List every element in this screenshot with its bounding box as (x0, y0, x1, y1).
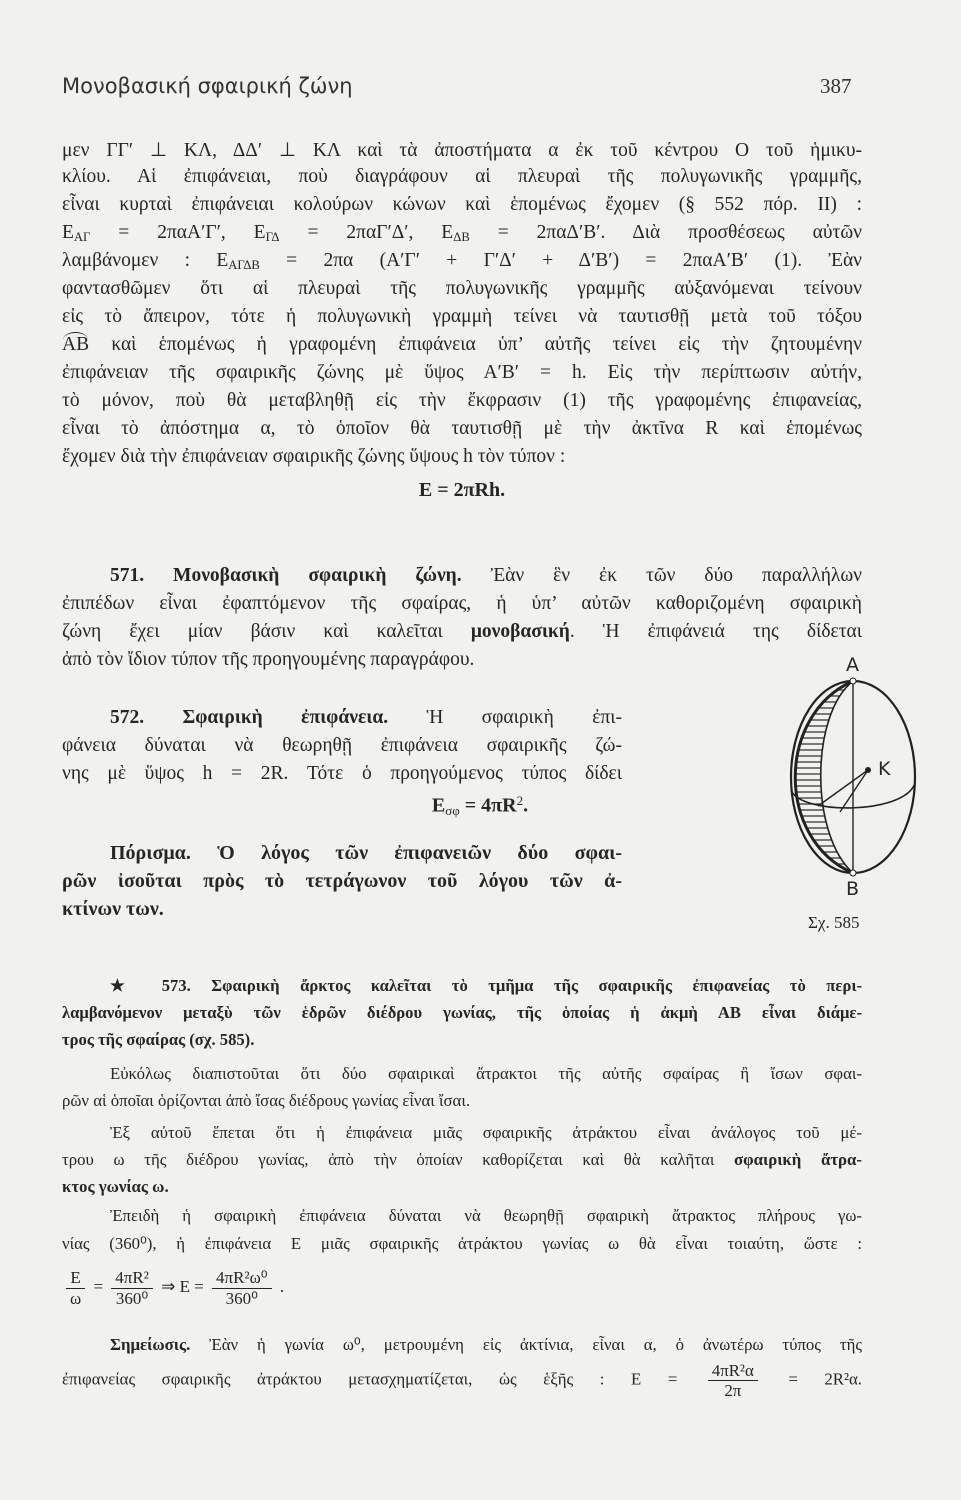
text-segment: εἶναι κυρταὶ ἐπιφάνειαι κολούρων κώνων καὶ ἑπομένως ἔχομεν (§ 552 πόρ. II) : (62, 194, 862, 215)
subscript: ΓΔ (265, 230, 280, 245)
text-segment: = 2παΑ′Γ′, E (90, 222, 266, 243)
fraction (66, 1268, 85, 1308)
section-572 (62, 707, 622, 791)
text-line (62, 898, 622, 926)
text-segment: . Ἡ ἐπιφάνειά της δίδεται (569, 621, 862, 642)
subscript: ΑΓΔΒ (228, 258, 260, 273)
text-line (62, 446, 862, 474)
text-segment: Ἐὰν ἡ γωνία ω⁰, μετρουμένη εἰς ἀκτίνια, εἶναι α, ὁ ἀνωτέρω τύπος τῆς (190, 1335, 862, 1354)
page-number: 387 (820, 74, 852, 98)
bold-text: ★ 573. Σφαιρικὴ ἄρκτος καλεῖται τὸ τμῆμα τῆς σφαιρικῆς ἐπιφανείας τὸ περι- (110, 976, 862, 995)
formula-sphere-area (330, 793, 630, 821)
text-line (62, 763, 622, 791)
text-segment: Ἐὰν ἓν ἐκ τῶν δύο παραλλήλων (461, 565, 862, 586)
formula-zone-area (62, 479, 862, 507)
label-a: A (846, 654, 859, 676)
bold-text: . (523, 794, 529, 817)
text-line (62, 138, 862, 166)
text-segment: κλίου. Αἱ ἐπιφάνειαι, ποὺ διαγράφουν αἱ πλευραὶ τῆς πολυγωνικῆς γραμμῆς, (62, 166, 862, 187)
numerator: 4πR²α (708, 1361, 758, 1381)
arc-label: ΑΒ (62, 334, 90, 355)
text-line (62, 1003, 862, 1030)
text-line (62, 976, 862, 1003)
formula-lune-area (62, 1268, 862, 1318)
text-line (62, 250, 862, 278)
fraction (212, 1268, 272, 1308)
text-line (62, 1030, 862, 1057)
text-segment: ρῶν αἱ ὁποῖαι ὁρίζονται ἀπὸ ἴσας διέδρους γωνίας εἶναι ἴσαι. (62, 1091, 471, 1110)
bold-text: σφαιρικὴ ἄτρα- (734, 1150, 862, 1169)
text-line (62, 842, 622, 870)
text-line (62, 735, 622, 763)
text-line (62, 1150, 862, 1177)
text-line (62, 362, 862, 390)
text-segment: E (62, 222, 74, 243)
text-segment: καὶ ἑπομένως ἡ γραφομένη ἐπιφάνεια ὑπ’ αὐτῆς τείνει εἰς τὴν ζητουμένην (89, 334, 862, 355)
text-segment: ⇒ E = (156, 1276, 209, 1296)
bold-text: 571. Μονοβασικὴ σφαιρικὴ ζώνη. (110, 565, 462, 586)
subscript: ΑΓ (73, 230, 91, 245)
text-line (62, 1233, 862, 1260)
text-line (62, 1206, 862, 1233)
text-line (330, 793, 630, 821)
numerator: 4πR² (111, 1268, 153, 1289)
text-segment: ζώνη ἔχει μίαν βάσιν καὶ καλεῖται (62, 621, 471, 642)
bold-text: κτος γωνίας ω. (62, 1177, 169, 1196)
text-line (62, 479, 862, 507)
text-segment: ἀπὸ τὸν ἴδιον τύπον τῆς προηγουμένης παραγράφου. (62, 649, 475, 670)
text-line (62, 870, 622, 898)
text-segment: τρου ω τῆς διέδρου γωνίας, ἀπὸ τὴν ὁποίαν καθορίζεται καὶ θὰ καλῆται (62, 1150, 735, 1169)
text-segment: εἶναι τὸ ἀπόστημα α, τὸ ὁποῖον θὰ ταυτισθῇ μὲ τὴν ἀκτῖνα R καὶ ἑπομένως (62, 418, 862, 439)
bold-text: = 4πR (459, 794, 517, 817)
corollary (62, 842, 622, 926)
figure-caption: Σχ. 585 (808, 913, 860, 932)
paragraph-equal-lunes (62, 1064, 862, 1118)
subscript: σφ (445, 802, 460, 818)
text-line (62, 194, 862, 222)
bold-text: μονοβασική (470, 621, 570, 642)
text-line (62, 222, 862, 250)
bold-text: Σημείωσις. (110, 1335, 191, 1354)
text-segment: ἐπιφάνειαν τῆς σφαιρικῆς ζώνης μὲ ὕψος Α′Β′ = h. Εἰς τὴν περίπτωσιν αὐτήν, (62, 362, 862, 383)
fraction (708, 1361, 758, 1401)
bold-text: λαμβανόμενον μεταξὺ τῶν ἑδρῶν διέδρου γωνίας, τῆς ὁποίας ἡ ἀκμὴ ΑΒ εἶναι διάμε- (62, 1003, 862, 1022)
text-segment: Ἡ σφαιρικὴ ἐπι- (388, 707, 622, 728)
bold-text: Πόρισμα. Ὁ λόγος τῶν ἐπιφανειῶν δύο σφαι- (110, 842, 622, 864)
note-radians (62, 1334, 862, 1411)
text-line (62, 278, 862, 306)
superscript: 2 (516, 793, 524, 808)
text-segment: = 2R²α. (761, 1369, 862, 1389)
text-line (62, 334, 862, 362)
text-line (62, 649, 862, 677)
denominator: 360⁰ (115, 1288, 149, 1308)
text-line (62, 306, 862, 334)
text-segment: νης μὲ ὕψος h = 2R. Τότε ὁ προηγούμενος τύπος δίδει (62, 763, 622, 784)
text-segment: Ἐξ αὐτοῦ ἕπεται ὅτι ἡ ἐπιφάνεια μιᾶς σφαιρικῆς ἀτράκτου εἶναι ἀνάλογος τοῦ μέ- (110, 1123, 862, 1142)
denominator: ω (70, 1288, 82, 1308)
text-segment: ἐπιφανείας σφαιρικῆς ἀτράκτου μετασχηματίζεται, ὡς ἑξῆς : E = (62, 1369, 704, 1389)
subscript: ΔΒ (453, 230, 470, 245)
text-line (62, 1334, 862, 1361)
label-k: K (878, 758, 891, 780)
text-segment: = (89, 1276, 108, 1296)
text-segment: φαντασθῶμεν ὅτι αἱ πλευραὶ τῆς πολυγωνικῆς γραμμῆς αὐξανόμεναι τείνουν (62, 278, 862, 299)
section-571 (62, 565, 862, 677)
bold-text: E = 2πRh. (418, 479, 506, 501)
bold-text: E (431, 794, 446, 817)
numerator: 4πR²ω⁰ (212, 1268, 272, 1289)
text-line (62, 1361, 862, 1411)
text-line (62, 1091, 862, 1118)
text-segment: νίας (360⁰), ἡ ἐπιφάνεια E μιᾶς σφαιρικῆς ἀτράκτου γωνίας ω θὰ εἶναι τοιαύτη, ὥστε : (62, 1234, 862, 1253)
paragraph-full-angle (62, 1206, 862, 1260)
section-573 (62, 976, 862, 1057)
label-b: B (846, 878, 860, 900)
text-line (62, 1064, 862, 1091)
text-segment: εἰς τὸ ἄπειρον, τότε ἡ πολυγωνικὴ γραμμὴ τείνει νὰ ταυτισθῇ μετὰ τοῦ τόξου (62, 306, 862, 327)
text-line (62, 166, 862, 194)
text-line (62, 707, 622, 735)
running-header-title: Μονοβασική σφαιρική ζώνη (62, 74, 353, 98)
text-line (62, 1268, 862, 1318)
bold-text: 572. Σφαιρικὴ ἐπιφάνεια. (110, 707, 389, 728)
bold-text: τρος τῆς σφαίρας (σχ. 585). (62, 1030, 255, 1049)
text-segment: . (275, 1276, 285, 1296)
text-line (62, 418, 862, 446)
text-segment: = 2πα (Α′Γ′ + Γ′Δ′ + Δ′Β′) = 2παΑ′Β′ (1). Ἐὰν (259, 250, 863, 271)
denominator: 2π (724, 1381, 742, 1401)
bold-text: κτίνων των. (62, 898, 164, 920)
numerator: E (66, 1268, 84, 1289)
text-segment: = 2παΔ′Β′. Διὰ προσθέσεως αὐτῶν (469, 222, 863, 243)
text-line (62, 565, 862, 593)
text-line (62, 1177, 862, 1204)
text-segment: ἔχομεν διὰ τὴν ἐπιφάνειαν σφαιρικῆς ζώνης ὕψους h τὸν τύπον : (62, 446, 566, 467)
text-segment: Ἐπειδὴ ἡ σφαιρικὴ ἐπιφάνεια δύναται νὰ θεωρηθῇ σφαιρικὴ ἄτρακτος πλήρους γω- (110, 1206, 862, 1225)
text-segment: λαμβάνομεν : E (62, 250, 229, 271)
text-segment: φάνεια δύναται νὰ θεωρηθῇ ἐπιφάνεια σφαιρικῆς ζώ- (62, 735, 622, 756)
text-segment: Εὐκόλως διαπιστοῦται ὅτι δύο σφαιρικαὶ ἄτρακτοι τῆς αὐτῆς σφαίρας ἢ ἴσων σφαι- (110, 1064, 862, 1083)
text-segment: = 2παΓ′Δ′, E (279, 222, 454, 243)
text-segment: τὸ μόνον, ποὺ θὰ μεταβληθῇ εἰς τὴν ἔκφρασιν (1) τῆς γραφομένης ἐπιφανείας, (62, 390, 862, 411)
bold-text: ρῶν ἰσοῦται πρὸς τὸ τετράγωνον τοῦ λόγου τῶν ἀ- (62, 870, 622, 892)
paragraph-derivation (62, 138, 862, 474)
paragraph-proportional (62, 1123, 862, 1204)
fraction (111, 1268, 153, 1308)
text-line (62, 621, 862, 649)
denominator: 360⁰ (225, 1288, 258, 1308)
text-line (62, 1123, 862, 1150)
text-line (62, 390, 862, 418)
text-segment: ἐπιπέδων εἶναι ἐφαπτόμενον τῆς σφαίρας, ἡ ὑπ’ αὐτῶν καθοριζομένη σφαιρικὴ (62, 593, 862, 614)
text-line (62, 593, 862, 621)
text-segment: μεν ΓΓ′ ⊥ ΚΛ, ΔΔ′ ⊥ ΚΛ καὶ τὰ ἀποστήματα α ἐκ τοῦ κέντρου Ο τοῦ ἡμικυ- (62, 140, 862, 161)
